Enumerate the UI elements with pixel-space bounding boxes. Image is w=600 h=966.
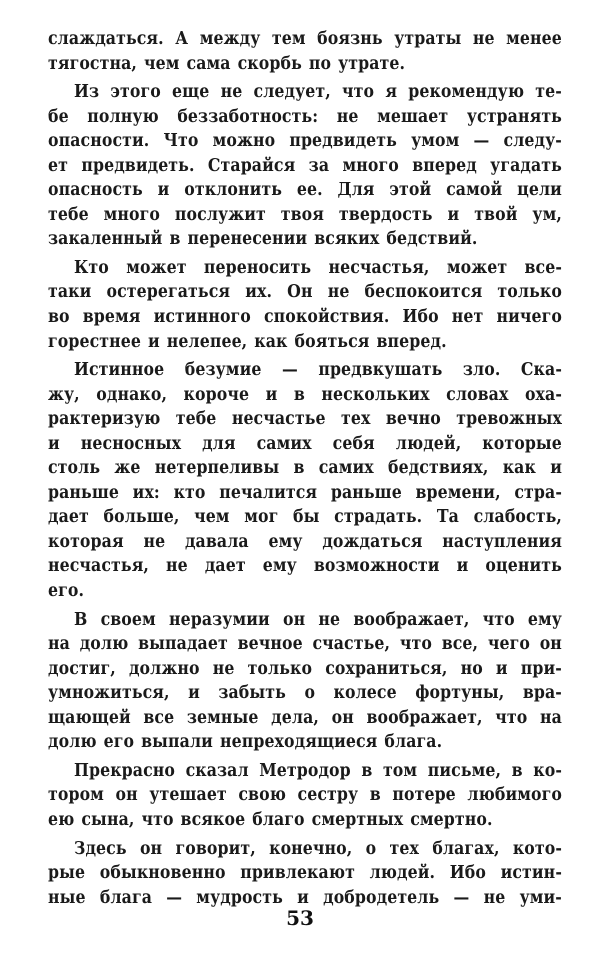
text-line: которая не давала ему дождаться наступления bbox=[48, 531, 562, 552]
text-line: опасности. Что можно предвидеть умом — следу- bbox=[48, 131, 562, 152]
text-line: Здесь он говорит, конечно, о тех благах, кото- bbox=[74, 838, 562, 859]
text-line: и несносных для самих себя людей, которые bbox=[48, 433, 562, 454]
paragraph bbox=[48, 837, 562, 911]
text-line: Кто может переносить несчастья, может все- bbox=[74, 257, 562, 278]
paragraph bbox=[48, 759, 562, 833]
text-line: ею сына, что всякое благо смертных смертно. bbox=[48, 809, 493, 830]
page-number: 53 bbox=[286, 906, 314, 930]
text-line: ет предвидеть. Старайся за много вперед угадать bbox=[48, 155, 562, 176]
text-line: рые обыкновенно привлекают людей. Ибо истин- bbox=[48, 863, 562, 884]
text-line: тебе много послужит твоя твердость и твой ум, bbox=[48, 204, 562, 225]
text-line: во время истинного спокойствия. Ибо нет ничего bbox=[48, 307, 562, 328]
text-line: дает больше, чем мог бы страдать. Та слабость, bbox=[48, 507, 562, 528]
text-line: ные блага — мудрость и добродетель — не уми- bbox=[48, 887, 562, 908]
paragraph bbox=[48, 256, 562, 354]
text-line: его. bbox=[48, 581, 85, 602]
text-line: Истинное безумие — предвкушать зло. Ска- bbox=[74, 360, 562, 381]
text-line: несчастья, не дает ему возможности и оценить bbox=[48, 556, 562, 577]
text-line: Прекрасно сказал Метродор в том письме, в ко- bbox=[74, 760, 562, 781]
text-line: щающей все земные дела, он воображает, что на bbox=[48, 707, 562, 728]
text-line: бе полную беззаботность: не мешает устранять bbox=[48, 106, 562, 127]
text-line: рактеризую тебе несчастье тех вечно тревожных bbox=[48, 409, 562, 430]
paragraph bbox=[48, 27, 562, 76]
paragraph bbox=[48, 608, 562, 755]
text-line: тягостна, чем сама скорбь по утрате. bbox=[48, 53, 406, 74]
text-line: тором он утешает свою сестру в потере любимого bbox=[48, 785, 562, 806]
book-page-body bbox=[48, 27, 562, 910]
text-line: жу, однако, короче и в нескольких словах оха- bbox=[48, 384, 562, 405]
text-line: закаленный в перенесении всяких бедствий. bbox=[48, 229, 478, 250]
paragraph bbox=[48, 358, 562, 603]
paragraph bbox=[48, 80, 562, 252]
text-line: таки остерегаться их. Он не беспокоится только bbox=[48, 282, 562, 303]
text-line: раньше их: кто печалится раньше времени, стра- bbox=[48, 482, 562, 503]
text-line: достиг, должно не только сохраниться, но и при- bbox=[48, 658, 562, 679]
text-line: на долю выпадает вечное счастье, что все, чего он bbox=[48, 634, 562, 655]
text-line: слаждаться. А между тем боязнь утраты не менее bbox=[48, 29, 562, 49]
text-line: В своем неразумии он не воображает, что ему bbox=[74, 609, 562, 630]
text-line: столь же нетерпеливы в самих бедствиях, как и bbox=[48, 458, 562, 479]
text-line: Из этого еще не следует, что я рекомендую те- bbox=[74, 82, 562, 103]
text-line: опасность и отклонить ее. Для этой самой цели bbox=[48, 180, 562, 201]
text-line: долю его выпали непреходящиеся блага. bbox=[48, 732, 443, 753]
text-line: умножиться, и забыть о колесе фортуны, вра- bbox=[48, 683, 562, 704]
text-line: горестнее и нелепее, как бояться вперед. bbox=[48, 331, 447, 352]
